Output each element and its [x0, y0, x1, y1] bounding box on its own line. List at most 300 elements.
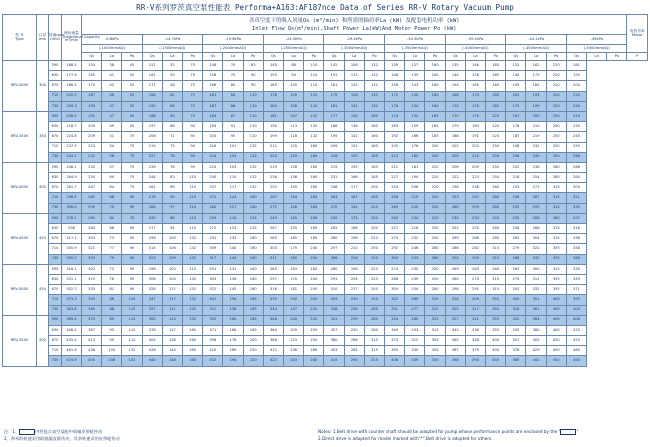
value-cell: 253 [405, 254, 425, 264]
value-cell: 132 [183, 305, 203, 315]
value-cell: 250 [82, 173, 102, 183]
value-cell: 185 [486, 81, 506, 91]
value-cell: 263 [506, 264, 526, 274]
value-cell: 181 [405, 162, 425, 172]
value-cell: 298 [445, 285, 465, 295]
value-cell: 293 [405, 325, 425, 335]
value-cell: 231 [324, 173, 344, 183]
pressure-mmaq: (-2500mmAQ) [263, 45, 324, 53]
value-cell: 240 [385, 213, 405, 223]
sub-header-la: La [587, 53, 607, 61]
value-cell: 132 [304, 122, 324, 132]
value-cell: 178 [263, 91, 283, 101]
value-cell: 248 [324, 183, 344, 193]
value-cell: 246 [506, 224, 526, 234]
value-cell: 155 [344, 152, 364, 162]
value-cell: 315 [546, 264, 566, 274]
value-cell: 110 [304, 91, 324, 101]
table-row [3, 213, 648, 223]
value-cell: 100 [162, 234, 182, 244]
value-cell: 113 [284, 122, 304, 132]
value-cell: 83 [162, 173, 182, 183]
value-cell: 274 [506, 274, 526, 284]
theory-cell: 237.5 [62, 142, 82, 152]
value-cell: 132 [364, 91, 384, 101]
value-cell: 250 [546, 111, 566, 121]
value-cell: 245 [324, 213, 344, 223]
value-cell: 192 [344, 203, 364, 213]
header-model-en: Type [15, 36, 24, 41]
value-cell: 355 [546, 244, 566, 254]
value-cell: 166 [344, 173, 364, 183]
value-cell: 288 [506, 254, 526, 264]
value-cell: 155 [284, 224, 304, 234]
value-cell: 234 [465, 213, 485, 223]
value-cell: 49 [102, 122, 122, 132]
value-cell: 149 [506, 81, 526, 91]
value-cell: 269 [405, 295, 425, 305]
value-cell: 209 [465, 162, 485, 172]
value-cell: 231 [82, 152, 102, 162]
header-motor-en: Motor [631, 32, 643, 37]
value-cell: 355 [425, 336, 445, 346]
value-cell: 224 [203, 152, 223, 162]
value-cell: 185 [243, 325, 263, 335]
model-diameter: 300 [37, 61, 49, 112]
value-cell: 280 [405, 315, 425, 325]
value-cell: 132 [506, 61, 526, 71]
value-cell: 297 [566, 213, 586, 223]
table-row [3, 162, 648, 172]
value-cell: 160 [243, 203, 263, 213]
value-cell: 200 [425, 152, 445, 162]
value-cell: 110 [122, 336, 142, 346]
value-cell: 250 [425, 203, 445, 213]
value-cell: 230 [405, 264, 425, 274]
value-cell: 136 [284, 173, 304, 183]
value-cell: 185 [364, 152, 384, 162]
value-cell: 315 [546, 234, 566, 244]
value-cell: 170 [506, 101, 526, 111]
value-cell: 335 [82, 285, 102, 295]
value-cell: 75 [122, 213, 142, 223]
value-cell: 330 [405, 346, 425, 356]
value-cell: 129 [284, 152, 304, 162]
value-cell: 274 [465, 274, 485, 284]
value-cell: 95 [223, 132, 243, 142]
value-cell: 285 [263, 264, 283, 274]
value-cell: 220 [566, 91, 586, 101]
value-cell: 185 [304, 203, 324, 213]
header-diameter-unit: mm [38, 36, 47, 41]
value-cell: 250 [486, 142, 506, 152]
value-cell: 285 [263, 234, 283, 244]
value-cell: 220 [546, 101, 566, 111]
value-cell: 181 [566, 61, 586, 71]
value-cell: 160 [425, 81, 445, 91]
header-motor [627, 15, 648, 53]
value-cell: 132 [243, 152, 263, 162]
value-cell: 90 [122, 264, 142, 274]
value-cell: 280 [486, 203, 506, 213]
value-cell: 275 [263, 203, 283, 213]
table-row [3, 193, 648, 203]
value-cell: 222 [445, 173, 465, 183]
value-cell: 239 [344, 315, 364, 325]
value-cell: 275 [385, 234, 405, 244]
value-cell: 316 [263, 285, 283, 295]
value-cell: 124 [223, 224, 243, 234]
header-inlet-flow-en: Inlet Flow Qs(m³/min),Shaft Power La(kW)And Motor Power Po (kW) [252, 25, 457, 32]
value-cell: 220 [425, 213, 445, 223]
value-cell: 58 [162, 81, 182, 91]
value-cell: 160 [425, 61, 445, 71]
value-cell: 174 [344, 213, 364, 223]
value-cell: 339 [405, 356, 425, 366]
value-cell: 355 [486, 305, 506, 315]
value-cell: 91 [223, 122, 243, 132]
model-name: RRV-550V [3, 315, 37, 366]
value-cell: 291 [324, 274, 344, 284]
speed-cell: 590 [49, 111, 62, 121]
value-cell: 111 [162, 285, 182, 295]
theory-cell: 186.5 [62, 81, 82, 91]
value-cell: 380 [324, 336, 344, 346]
value-cell: 88 [284, 61, 304, 71]
value-cell: 160 [364, 122, 384, 132]
speed-cell: 630 [49, 274, 62, 284]
value-cell: 57 [102, 162, 122, 172]
value-cell: 94 [284, 71, 304, 81]
table-row [3, 295, 648, 305]
header-theory-en: Theoretical Capacity [62, 34, 100, 39]
pressure-mmaq: (-4000mmAQ) [445, 45, 506, 53]
value-cell: 160 [304, 142, 324, 152]
value-cell: 47 [102, 111, 122, 121]
value-cell: 185 [425, 132, 445, 142]
value-cell: 332 [526, 254, 546, 264]
value-cell: 303 [203, 274, 223, 284]
value-cell: 90 [122, 274, 142, 284]
value-cell: 90 [122, 224, 142, 234]
value-cell: 145 [263, 61, 283, 71]
value-cell: 200 [304, 285, 324, 295]
value-cell: 187 [82, 91, 102, 101]
value-cell: 160 [183, 346, 203, 356]
value-cell: 73 [102, 234, 122, 244]
value-cell: 259 [142, 213, 162, 223]
value-cell: 351 [526, 295, 546, 305]
value-cell: 78 [162, 152, 182, 162]
value-cell: 170 [445, 111, 465, 121]
value-cell: 71 [162, 132, 182, 142]
sub-header-qs: Qs [445, 53, 465, 61]
value-cell: 317 [465, 305, 485, 315]
value-cell: 175 [284, 244, 304, 254]
value-cell: 266 [465, 234, 485, 244]
value-cell: 280 [304, 356, 324, 366]
value-cell: 168 [203, 81, 223, 91]
value-cell: 90 [122, 203, 142, 213]
sub-header-po: Po [607, 53, 627, 61]
value-cell: 110 [183, 264, 203, 274]
value-cell: 41 [102, 71, 122, 81]
value-cell: 136 [162, 336, 182, 346]
value-cell: 280 [445, 274, 465, 284]
value-cell: 144 [445, 71, 465, 81]
value-cell: 400 [486, 336, 506, 346]
value-cell: 280 [486, 193, 506, 203]
sub-header-qs: Qs [263, 53, 283, 61]
value-cell: 441 [526, 356, 546, 366]
value-cell: 158 [284, 203, 304, 213]
table-row [3, 101, 648, 111]
value-cell: 75 [183, 101, 203, 111]
value-cell: 450 [546, 346, 566, 356]
value-cell: 167 [506, 111, 526, 121]
value-cell: 365 [445, 336, 465, 346]
value-cell: 280 [486, 224, 506, 234]
value-cell: 179 [445, 122, 465, 132]
value-cell: 47 [102, 101, 122, 111]
value-cell: 198 [344, 234, 364, 244]
value-cell: 280 [364, 325, 384, 335]
value-cell: 267 [263, 193, 283, 203]
value-cell: 197 [142, 122, 162, 132]
value-cell: 267 [82, 183, 102, 193]
value-cell: 362 [142, 315, 162, 325]
value-cell: 315 [425, 295, 445, 305]
value-cell: 90 [183, 142, 203, 152]
value-cell: 220 [364, 203, 384, 213]
theory-cell: 244.1 [62, 152, 82, 162]
value-cell: 80 [223, 81, 243, 91]
value-cell: 128 [284, 162, 304, 172]
value-cell: 220 [546, 81, 566, 91]
value-cell: 160 [183, 356, 203, 366]
theory-cell: 218.7 [62, 122, 82, 132]
value-cell: 110 [304, 61, 324, 71]
value-cell: 282 [344, 346, 364, 356]
value-cell: 342 [445, 325, 465, 335]
value-cell: 322 [203, 285, 223, 295]
value-cell: 315 [546, 224, 566, 234]
value-cell: 154 [445, 81, 465, 91]
value-cell: 243 [284, 356, 304, 366]
value-cell: 254 [405, 285, 425, 295]
value-cell: 246 [405, 244, 425, 254]
value-cell: 284 [566, 173, 586, 183]
value-cell: 200 [364, 213, 384, 223]
value-cell: 226 [142, 162, 162, 172]
value-cell: 258 [385, 193, 405, 203]
value-cell: 250 [546, 142, 566, 152]
value-cell: 341 [324, 315, 344, 325]
speed-cell: 670 [49, 285, 62, 295]
value-cell: 249 [263, 213, 283, 223]
model-diameter: 500 [37, 315, 49, 366]
value-cell: 303 [566, 183, 586, 193]
value-cell: 200 [526, 111, 546, 121]
value-cell: 99 [102, 336, 122, 346]
theory-cell: 474.9 [62, 356, 82, 366]
value-cell: 403 [324, 346, 344, 356]
value-cell: 70 [102, 203, 122, 213]
value-cell: 194 [526, 91, 546, 101]
value-cell: 286 [526, 224, 546, 234]
pressure-mmaq: (-4500mmAQ) [506, 45, 567, 53]
value-cell: 310 [324, 285, 344, 295]
table-row [3, 183, 648, 193]
value-cell: 236 [344, 305, 364, 315]
value-cell: 280 [304, 346, 324, 356]
model-name: RRV-400V [3, 162, 37, 213]
value-cell: 250 [304, 336, 324, 346]
value-cell: 93 [102, 325, 122, 335]
value-cell: 185 [425, 122, 445, 132]
value-cell: 154 [223, 295, 243, 305]
value-cell: 334 [385, 315, 405, 325]
header-motor-cn: 电机功率 [629, 28, 645, 33]
table-row [3, 244, 648, 254]
theory-cell: 298.5 [62, 193, 82, 203]
speed-cell: 590 [49, 315, 62, 325]
speed-cell: 670 [49, 183, 62, 193]
value-cell: 188 [142, 111, 162, 121]
pressure-mmaq: (-5000mmAQ) [566, 45, 627, 53]
value-cell: 142 [324, 61, 344, 71]
value-cell: 357 [506, 336, 526, 346]
value-cell: 193 [82, 101, 102, 111]
value-cell: 300 [385, 254, 405, 264]
value-cell: 315 [82, 274, 102, 284]
value-cell: 155 [344, 162, 364, 172]
pressure-level: -24.5kPa [263, 35, 324, 45]
theory-cell: 352.2 [62, 285, 82, 295]
value-cell: 177 [344, 183, 364, 193]
value-cell: 325 [445, 305, 465, 315]
value-cell: 276 [142, 193, 162, 203]
value-cell: 248 [506, 193, 526, 203]
value-cell: 108 [284, 101, 304, 111]
value-cell: 250 [425, 274, 445, 284]
speed-cell: 630 [49, 122, 62, 132]
value-cell: 132 [243, 142, 263, 152]
value-cell: 315 [425, 305, 445, 315]
value-cell: 200 [364, 183, 384, 193]
sub-header-po: Po [425, 53, 445, 61]
value-cell: 160 [304, 173, 324, 183]
value-cell: 75 [122, 152, 142, 162]
value-cell: 110 [122, 315, 142, 325]
speed-cell: 670 [49, 132, 62, 142]
value-cell: 209 [324, 142, 344, 152]
value-cell: 195 [324, 132, 344, 142]
value-cell: 198 [506, 142, 526, 152]
value-cell: 180 [284, 254, 304, 264]
value-cell: 83 [243, 61, 263, 71]
value-cell: 132 [364, 81, 384, 91]
value-cell: 378 [142, 325, 162, 335]
value-cell: 152 [405, 111, 425, 121]
value-cell: 128 [344, 91, 364, 101]
value-cell: 191 [465, 132, 485, 142]
value-cell: 62 [162, 91, 182, 101]
value-cell: 230 [506, 213, 526, 223]
value-cell: 65 [162, 111, 182, 121]
value-cell: 250 [364, 295, 384, 305]
value-cell: 428 [142, 346, 162, 356]
model-name: RRV-500V [3, 264, 37, 315]
value-cell: 187 [344, 193, 364, 203]
value-cell: 220 [243, 356, 263, 366]
value-cell: 284 [82, 224, 102, 234]
value-cell: 400 [546, 295, 566, 305]
value-cell: 209 [284, 325, 304, 335]
value-cell: 110 [304, 101, 324, 111]
page-title: RR-V系列罗茨真空泵性能表 Performa+A163:AF187nce Data of Series RR-V Rotary Vacuum Pump [136, 3, 514, 12]
value-cell: 200 [304, 254, 324, 264]
value-cell: 212 [263, 142, 283, 152]
value-cell: 220 [304, 295, 324, 305]
value-cell: 121 [162, 305, 182, 315]
value-cell: 312 [405, 336, 425, 346]
value-cell: 127 [405, 61, 425, 71]
value-cell: 211 [385, 162, 405, 172]
value-cell: 177 [324, 111, 344, 121]
value-cell: 110 [223, 173, 243, 183]
value-cell: 185 [526, 81, 546, 91]
speed-cell: 630 [49, 224, 62, 234]
value-cell: 355 [546, 274, 566, 284]
value-cell: 220 [263, 152, 283, 162]
value-cell: 191 [82, 111, 102, 121]
value-cell: 160 [243, 244, 263, 254]
value-cell: 206 [405, 183, 425, 193]
theory-cell: 317.1 [62, 234, 82, 244]
value-cell: 235 [445, 213, 465, 223]
theory-cell: 281.7 [62, 183, 82, 193]
value-cell: 200 [364, 193, 384, 203]
value-cell: 348 [263, 315, 283, 325]
note-cn-2: 2、带米的转速采用联轴器直联传动，其余转速采用皮带轮传动 [4, 436, 120, 441]
table-row [3, 91, 648, 101]
value-cell: 206 [506, 152, 526, 162]
value-cell: 271 [526, 183, 546, 193]
value-cell: 146 [465, 61, 485, 71]
value-cell: 250 [486, 213, 506, 223]
speed-cell: 670 [49, 234, 62, 244]
value-cell: 54 [102, 142, 122, 152]
value-cell: 203 [203, 132, 223, 142]
value-cell: 109 [162, 254, 182, 264]
value-cell: 68 [102, 193, 122, 203]
value-cell: 110 [183, 193, 203, 203]
table-row [3, 61, 648, 71]
value-cell: 136 [344, 122, 364, 132]
value-cell: 263 [324, 193, 344, 203]
value-cell: 145 [284, 183, 304, 193]
pressure-level: -29.4kPa [324, 35, 385, 45]
value-cell: 220 [364, 274, 384, 284]
value-cell: 108 [102, 356, 122, 366]
value-cell: 38 [102, 61, 122, 71]
value-cell: 220 [486, 111, 506, 121]
value-cell: 168 [445, 91, 465, 101]
value-cell: 263 [465, 264, 485, 274]
value-cell: 415 [324, 356, 344, 366]
value-cell: 200 [82, 122, 102, 132]
